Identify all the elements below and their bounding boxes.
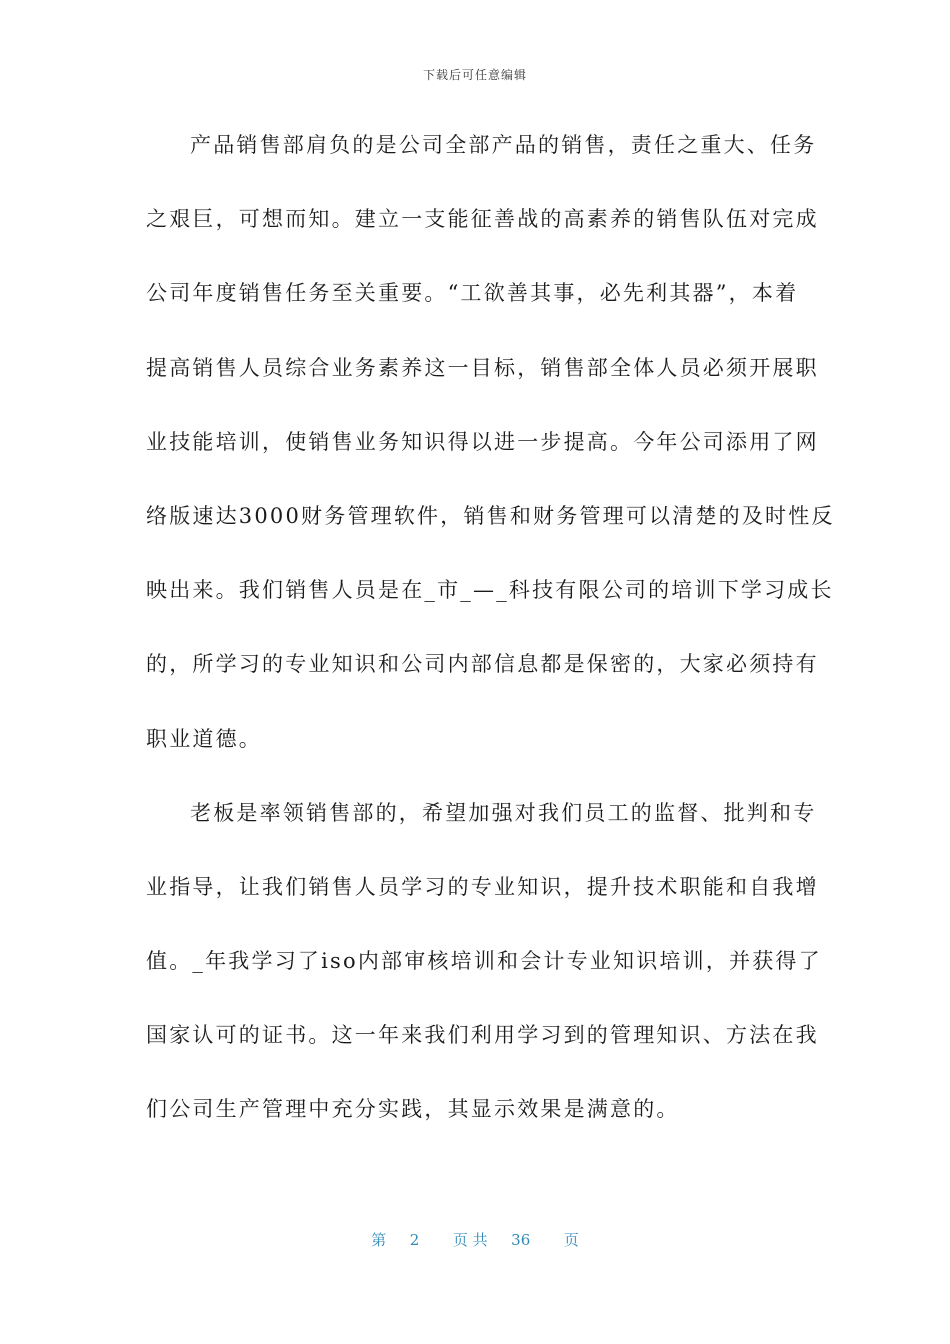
paragraph-1-line-8: 的，所学习的专业知识和公司内部信息都是保密的，大家必须持有: [146, 652, 819, 677]
footer-page-mid: 页 共: [452, 1231, 488, 1249]
page-footer: [0, 1229, 950, 1250]
paragraph-2-line-4: 国家认可的证书。这一年来我们利用学习到的管理知识、方法在我: [146, 1023, 819, 1048]
paragraph-2-line-2: 业指导，让我们销售人员学习的专业知识，提升技术职能和自我增: [146, 874, 819, 899]
footer-page-number: 2: [409, 1231, 420, 1249]
footer-page-prefix: 第: [371, 1231, 387, 1249]
document-body: [146, 122, 835, 1161]
paragraph-2-line-5: 们公司生产管理中充分实践，其显示效果是满意的。: [146, 1097, 680, 1122]
footer-page-total: 36: [511, 1231, 531, 1249]
paragraph-2-line-1: 老板是率领销售部的，希望加强对我们员工的监督、批判和专: [190, 800, 817, 825]
paragraph-1-line-6: 络版速达3000财务管理软件，销售和财务管理可以清楚的及时性反: [146, 503, 835, 528]
paragraph-1-line-9: 职业道德。: [146, 726, 262, 751]
paragraph-2-line-3: 值。_年我学习了iso内部审核培训和会计专业知识培训，并获得了: [146, 949, 822, 974]
paragraph-1-line-7: 映出来。我们销售人员是在_市_—_科技有限公司的培训下学习成长: [146, 578, 834, 603]
paragraph-1-line-3: 公司年度销售任务至关重要。“工欲善其事，必先利其器”，本着: [146, 281, 799, 306]
paragraph-1-line-1: 产品销售部肩负的是公司全部产品的销售，责任之重大、任务: [190, 133, 817, 157]
paragraph-1-line-4: 提高销售人员综合业务素养这一目标，销售部全体人员必须开展职: [146, 355, 819, 380]
page-header-note: 下载后可任意编辑: [422, 68, 527, 82]
paragraph-1-line-5: 业技能培训，使销售业务知识得以进一步提高。今年公司添用了网: [146, 429, 819, 454]
footer-page-suffix: 页: [563, 1231, 579, 1249]
paragraph-1-line-2: 之艰巨，可想而知。建立一支能征善战的高素养的销售队伍对完成: [146, 207, 819, 232]
